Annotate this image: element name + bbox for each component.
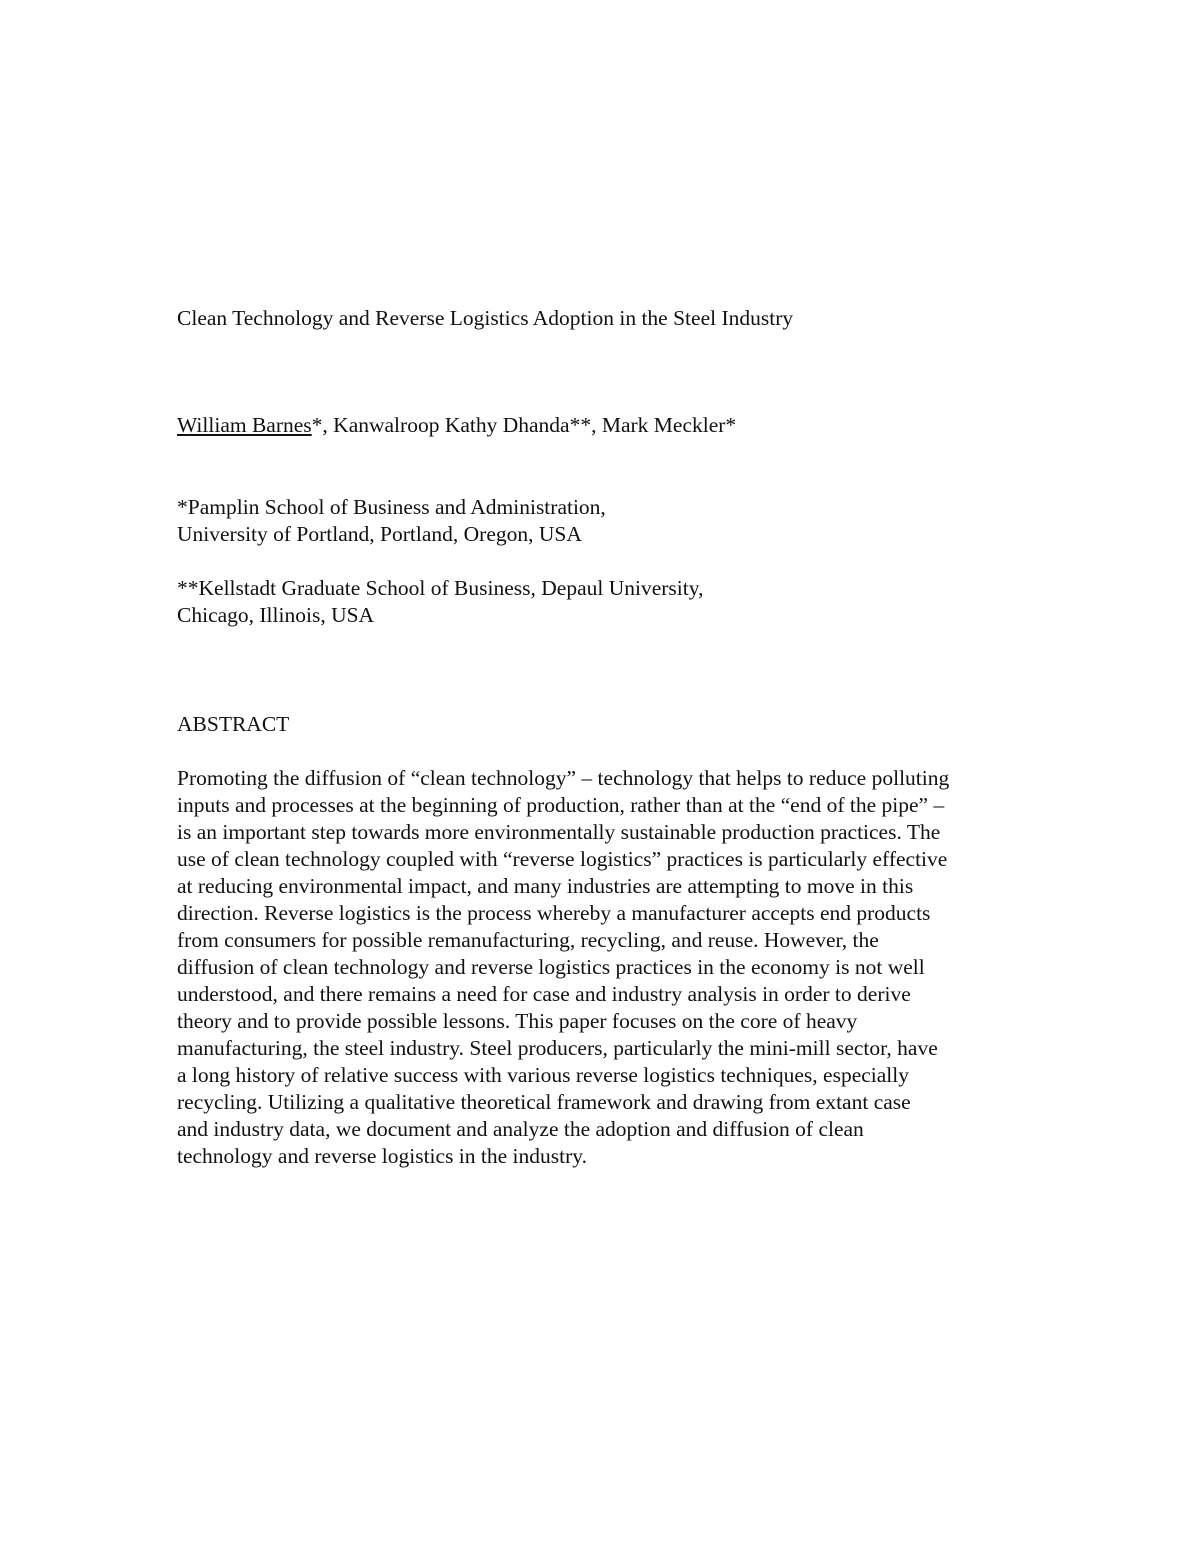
affiliation-2 <box>177 575 703 629</box>
abstract-line: recycling. Utilizing a qualitative theoretical framework and drawing from extant case <box>177 1090 911 1114</box>
presenting-author-name: William Barnes <box>177 413 312 437</box>
abstract-line: from consumers for possible remanufacturing, recycling, and reuse. However, the <box>177 928 879 952</box>
abstract-line: direction. Reverse logistics is the process whereby a manufacturer accepts end products <box>177 901 931 925</box>
affiliation-2-line-2: Chicago, Illinois, USA <box>177 603 375 627</box>
abstract-line: and industry data, we document and analyze the adoption and diffusion of clean <box>177 1117 864 1141</box>
abstract-line: diffusion of clean technology and reverse logistics practices in the economy is not well <box>177 955 925 979</box>
abstract-line: understood, and there remains a need for case and industry analysis in order to derive <box>177 982 911 1006</box>
abstract-line: a long history of relative success with various reverse logistics techniques, especially <box>177 1063 909 1087</box>
abstract-line: theory and to provide possible lessons. This paper focuses on the core of heavy <box>177 1009 858 1033</box>
author-list <box>177 412 736 439</box>
abstract-line: manufacturing, the steel industry. Steel producers, particularly the mini-mill sector, have <box>177 1036 938 1060</box>
abstract-line: inputs and processes at the beginning of production, rather than at the “end of the pipe” – <box>177 793 945 817</box>
abstract-line: use of clean technology coupled with “reverse logistics” practices is particularly effective <box>177 847 948 871</box>
abstract-line: technology and reverse logistics in the industry. <box>177 1144 588 1168</box>
affiliation-1-line-2: University of Portland, Portland, Oregon, USA <box>177 522 582 546</box>
abstract-body <box>177 765 949 1170</box>
paper-title: Clean Technology and Reverse Logistics Adoption in the Steel Industry <box>177 306 794 330</box>
affiliation-2-line-1: **Kellstadt Graduate School of Business, Depaul University, <box>177 576 704 600</box>
co-authors: , Kanwalroop Kathy Dhanda**, Mark Meckler* <box>322 413 737 437</box>
affiliation-1 <box>177 494 606 548</box>
presenting-author-mark: * <box>311 413 323 437</box>
abstract-line: is an important step towards more environmentally sustainable production practices. The <box>177 820 941 844</box>
abstract-line: Promoting the diffusion of “clean technology” – technology that helps to reduce polluting <box>177 766 950 790</box>
abstract-line: at reducing environmental impact, and many industries are attempting to move in this <box>177 874 914 898</box>
abstract-heading: ABSTRACT <box>177 712 290 736</box>
affiliation-1-line-1: *Pamplin School of Business and Administration, <box>177 495 606 519</box>
